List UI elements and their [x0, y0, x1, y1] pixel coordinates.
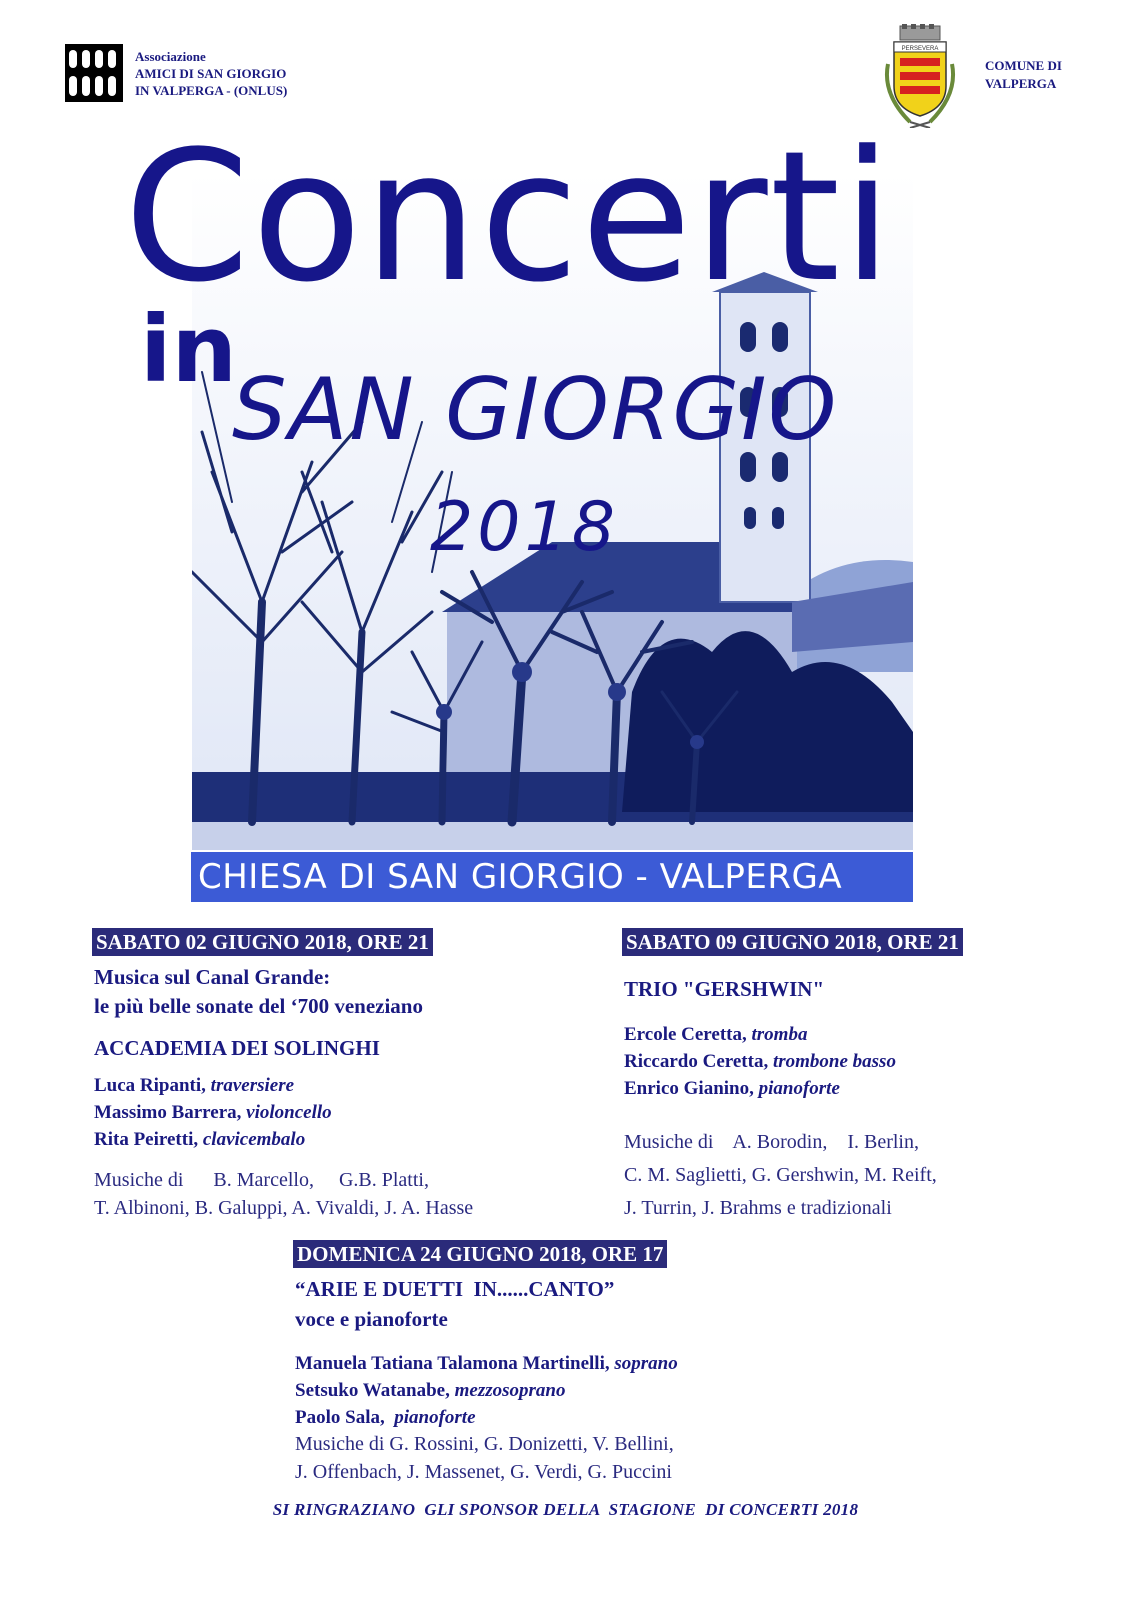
event-program-line: “ARIE E DUETTI IN......CANTO” [295, 1277, 615, 1301]
association-name [135, 48, 287, 99]
event-program-line: voce e pianoforte [295, 1307, 448, 1331]
performer-name: Rita Peiretti, [94, 1129, 199, 1150]
association-logo [65, 44, 123, 102]
event-music-line: T. Albinoni, B. Galuppi, A. Vivaldi, J. A. Hasse [94, 1197, 474, 1219]
performer-name: Enrico Gianino, [624, 1078, 754, 1099]
performer-role: traversiere [210, 1075, 295, 1096]
performer [624, 1021, 807, 1048]
title-year: 2018 [430, 488, 620, 567]
performer-name: Paolo Sala, [295, 1407, 385, 1428]
performer-role: pianoforte [394, 1407, 476, 1428]
association-line: IN VALPERGA - (ONLUS) [135, 83, 288, 98]
association-line: AMICI DI SAN GIORGIO [135, 66, 287, 81]
performer [624, 1048, 896, 1075]
event-music-line: Musiche di A. Borodin, I. Berlin, [624, 1131, 919, 1153]
venue-text: CHIESA DI SAN GIORGIO - VALPERGA [198, 857, 843, 897]
performer-role: mezzosoprano [454, 1380, 566, 1401]
performer-name: Ercole Ceretta, [624, 1024, 747, 1045]
event-date: SABATO 02 GIUGNO 2018, ORE 21 [92, 928, 433, 956]
event-music-line: Musiche di G. Rossini, G. Donizetti, V. Bellini, [295, 1433, 674, 1455]
performer-name: Luca Ripanti, [94, 1075, 206, 1096]
performer-role: clavicembalo [202, 1129, 306, 1150]
performer [295, 1404, 476, 1431]
performer-name: Manuela Tatiana Talamona Martinelli, [295, 1353, 610, 1374]
performer [295, 1377, 565, 1404]
association-line: Associazione [135, 49, 206, 64]
performer-name: Riccardo Ceretta, [624, 1051, 769, 1072]
comune-line: VALPERGA [985, 76, 1057, 91]
event-ensemble: TRIO "GERSHWIN" [624, 977, 825, 1001]
performer [94, 1099, 332, 1126]
event-music-line: C. M. Saglietti, G. Gershwin, M. Reift, [624, 1164, 937, 1186]
event-date: DOMENICA 24 GIUGNO 2018, ORE 17 [293, 1240, 667, 1268]
performer-role: violoncello [246, 1102, 332, 1123]
comune-name [985, 57, 1062, 93]
event-music-line: J. Turrin, J. Brahms e tradizionali [624, 1197, 892, 1219]
title-concerti: Concerti [124, 113, 895, 322]
performer [94, 1126, 305, 1153]
event-date: SABATO 09 GIUGNO 2018, ORE 21 [622, 928, 963, 956]
performer-role: trombone basso [772, 1051, 896, 1072]
performer-role: soprano [614, 1353, 678, 1374]
event-program-line: le più belle sonate del ‘700 veneziano [94, 994, 423, 1018]
performer [624, 1075, 840, 1102]
comune-line: COMUNE DI [985, 58, 1062, 73]
title-in: in [140, 296, 238, 403]
event-program-line: Musica sul Canal Grande: [94, 965, 331, 989]
performer-name: Setsuko Watanabe, [295, 1380, 450, 1401]
performer [295, 1350, 678, 1377]
event-music-line: Musiche di B. Marcello, G.B. Platti, [94, 1169, 429, 1191]
title-san-giorgio: SAN GIORGIO [232, 360, 839, 460]
crest-banner: PERSEVERA [901, 46, 939, 52]
performer-role: tromba [751, 1024, 808, 1045]
sponsor-footer: SI RINGRAZIANO GLI SPONSOR DELLA STAGIONE DI CONCERTI 2018 [272, 1500, 859, 1519]
performer-name: Massimo Barrera, [94, 1102, 242, 1123]
event-music-line: J. Offenbach, J. Massenet, G. Verdi, G. Puccini [295, 1461, 672, 1483]
event-ensemble: ACCADEMIA DEI SOLINGHI [94, 1036, 380, 1060]
performer-role: pianoforte [758, 1078, 840, 1099]
performer [94, 1072, 294, 1099]
